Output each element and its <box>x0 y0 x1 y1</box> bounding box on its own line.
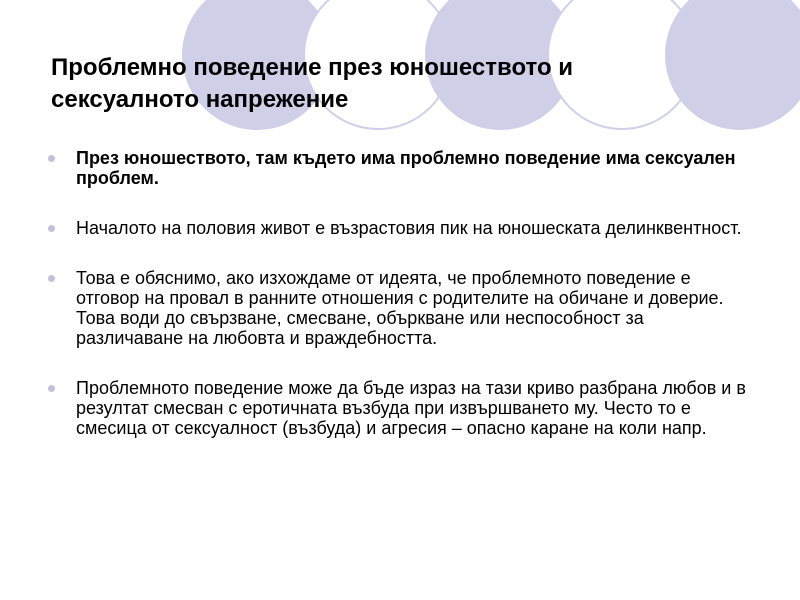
slide-title: Проблемно поведение през юношеството и сексуалното напрежение <box>51 54 574 113</box>
bullet-list <box>48 148 748 468</box>
bullet-text: Началото на половия живот е възрастовия пик на юношеската делинквентност. <box>76 218 742 238</box>
bullet-dot-icon <box>48 155 55 162</box>
bullet-dot-icon <box>48 385 55 392</box>
bullet-text: Проблемното поведение може да бъде израз на тази криво разбрана любов и в резултат смесван с еротичната възбуда при извършването му. Често то е смесица от сексуалност (възбуда) и агресия – опасно каране на коли напр. <box>76 378 746 438</box>
bullet-dot-icon <box>48 225 55 232</box>
bullet-item <box>48 218 748 238</box>
bullet-dot-icon <box>48 275 55 282</box>
bullet-text: Това е обяснимо, ако изхождаме от идеята, че проблемното поведение е отговор на провал в ранните отношения с родителите на обичане и доверие. Това води до свързване, смесване, объркване или неспособност за различаване на любовта и враждебността. <box>76 268 724 348</box>
bullet-item <box>48 378 748 438</box>
bullet-item <box>48 268 748 348</box>
bullet-text: През юношеството, там където има проблемно поведение има сексуален проблем. <box>76 148 736 188</box>
bullet-item <box>48 148 748 188</box>
